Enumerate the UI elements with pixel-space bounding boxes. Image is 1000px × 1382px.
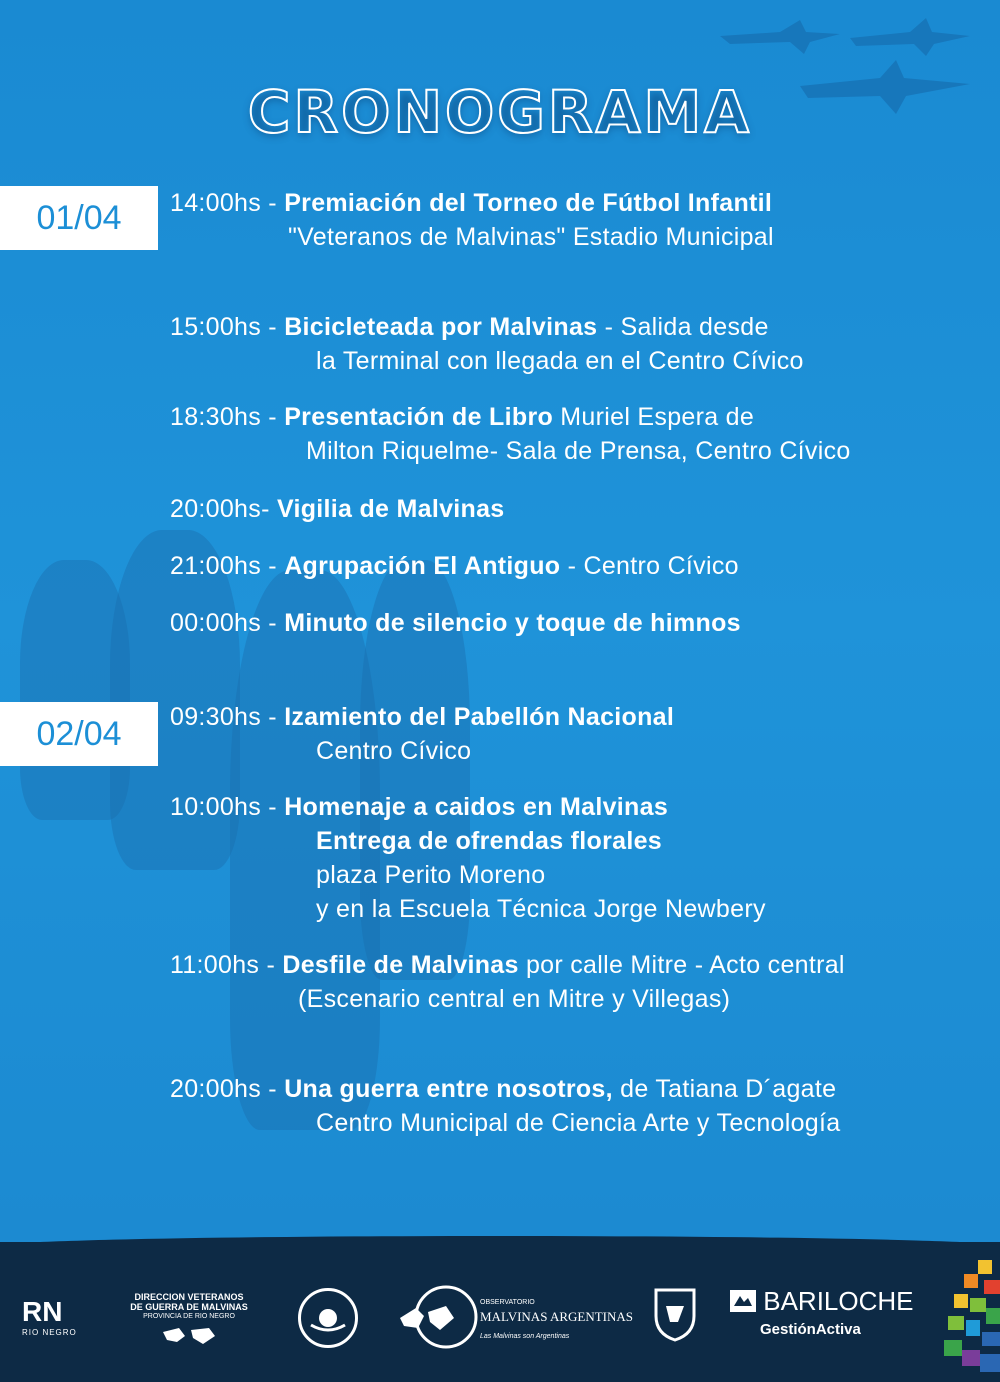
event-time: 09:30hs -	[170, 703, 277, 731]
bariloche-logo	[730, 1286, 914, 1338]
event-title: Vigilia de Malvinas	[276, 495, 505, 523]
event-item	[170, 310, 804, 378]
event-title: Homenaje a caidos en Malvinas	[284, 793, 669, 821]
event-item	[170, 549, 739, 583]
event-title: Desfile de Malvinas	[282, 951, 519, 979]
logo-subtext: GestiónActiva	[760, 1321, 861, 1338]
event-time: 15:00hs -	[170, 313, 277, 341]
event-title: Minuto de silencio y toque de himnos	[284, 609, 741, 637]
event-item	[170, 1072, 840, 1140]
event-item	[170, 186, 774, 254]
event-detail: la Terminal con llegada en el Centro Cívico	[316, 347, 804, 375]
event-detail: Entrega de ofrendas florales	[316, 827, 662, 855]
event-detail: Centro Municipal de Ciencia Arte y Tecnología	[316, 1109, 841, 1137]
event-title: Premiación del Torneo de Fútbol Infantil	[284, 189, 773, 217]
event-title: Una guerra entre nosotros,	[284, 1075, 613, 1103]
logo-subtext: RIO NEGRO	[22, 1328, 77, 1337]
logo-subtext: OBSERVATORIO	[480, 1299, 535, 1306]
logo-text: DE GUERRA DE MALVINAS	[130, 1302, 248, 1312]
shield-icon	[652, 1286, 698, 1342]
logo-text: MALVINAS ARGENTINAS	[480, 1309, 634, 1324]
event-detail: por calle Mitre - Acto central	[518, 951, 845, 979]
event-detail: Muriel Espera de	[553, 403, 755, 431]
event-time: 14:00hs -	[170, 189, 277, 217]
event-detail: - Centro Cívico	[560, 552, 739, 580]
event-title: Agrupación El Antiguo	[284, 552, 561, 580]
bariloche-emblem-icon	[730, 1290, 756, 1312]
event-title: Presentación de Libro	[284, 403, 554, 431]
event-detail: Centro Cívico	[316, 737, 472, 765]
logo-text: BARILOCHE	[763, 1286, 914, 1316]
islands-icon	[159, 1324, 219, 1346]
event-item	[170, 790, 766, 926]
event-time: 21:00hs -	[170, 552, 277, 580]
malvinas-map-icon	[394, 1282, 478, 1352]
logo-text: DIRECCION VETERANOS	[134, 1292, 244, 1302]
event-detail: - Salida desde	[597, 313, 769, 341]
veterans-direction-logo	[104, 1292, 274, 1348]
veterans-seal-icon	[298, 1288, 358, 1348]
color-mosaic-icon	[944, 1250, 1000, 1382]
event-time: 10:00hs -	[170, 793, 277, 821]
event-time: 11:00hs -	[170, 951, 276, 979]
rio-negro-logo	[22, 1296, 77, 1337]
footer-logos	[0, 1242, 1000, 1382]
event-item	[170, 948, 845, 1016]
event-item	[170, 492, 505, 526]
event-item	[170, 700, 674, 768]
event-detail: de Tatiana D´agate	[612, 1075, 837, 1103]
logo-subtext: Las Malvinas son Argentinas	[480, 1333, 570, 1340]
event-time: 20:00hs-	[170, 495, 270, 523]
event-detail: y en la Escuela Técnica Jorge Newbery	[316, 895, 766, 923]
event-detail: Milton Riquelme- Sala de Prensa, Centro Cívico	[306, 437, 851, 465]
logo-subtext: PROVINCIA DE RIO NEGRO	[143, 1313, 235, 1320]
event-time: 20:00hs -	[170, 1075, 277, 1103]
sun-icon	[301, 1291, 355, 1345]
event-detail: (Escenario central en Mitre y Villegas)	[298, 985, 731, 1013]
event-item	[170, 606, 741, 640]
event-title: Bicicleteada por Malvinas	[284, 313, 598, 341]
event-detail: "Veteranos de Malvinas" Estadio Municipal	[288, 223, 774, 251]
page-title: CRONOGRAMA	[247, 78, 753, 146]
logo-text: RN	[22, 1296, 63, 1327]
event-time: 18:30hs -	[170, 403, 277, 431]
date-badge: 01/04	[0, 186, 158, 250]
observatorio-logo	[394, 1282, 634, 1352]
event-detail: plaza Perito Moreno	[316, 861, 546, 889]
date-badge: 02/04	[0, 702, 158, 766]
event-title: Izamiento del Pabellón Nacional	[284, 703, 675, 731]
event-item	[170, 400, 851, 468]
event-time: 00:00hs -	[170, 609, 277, 637]
